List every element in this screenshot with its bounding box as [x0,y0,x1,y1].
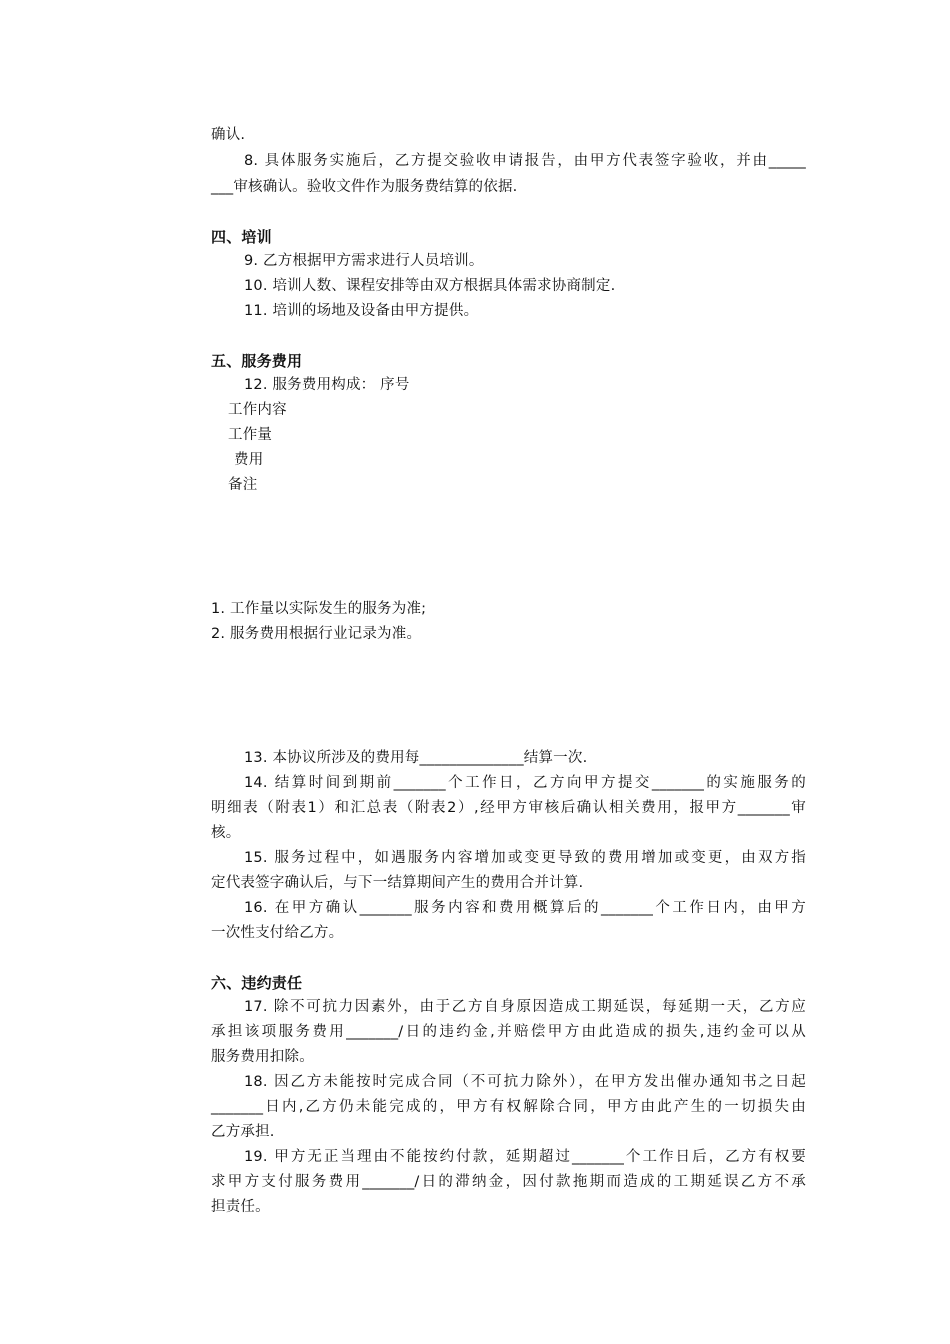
clause-8-line-1: 8. 具体服务实施后，乙方提交验收申请报告，由甲方代表签字验收，并由_____ [244,153,806,169]
clause-8-line-2: ___审核确认。验收文件作为服务费结算的依据. [211,179,518,195]
clause-14-line-3: 核。 [211,825,241,841]
clause-14-line-2: 明细表（附表1）和汇总表（附表2）,经甲方审核后确认相关费用，报甲方_______审 [211,800,806,816]
table-header-remark: 备注 [228,477,258,493]
section-heading-training: 四、培训 [211,228,272,246]
fee-note-1: 1. 工作量以实际发生的服务为准; [211,601,427,617]
table-header-cost: 费用 [234,452,264,468]
clause-19-line-2: 求甲方支付服务费用_______/日的滞纳金，因付款拖期而造成的工期延误乙方不承 [211,1174,806,1190]
clause-15-line-2: 定代表签字确认后，与下一结算期间产生的费用合并计算. [211,875,584,891]
clause-12: 12. 服务费用构成： 序号 [244,377,410,393]
clause-9: 9. 乙方根据甲方需求进行人员培训。 [244,253,484,269]
section-heading-fees: 五、服务费用 [211,352,303,370]
clause-16-line-2: 一次性支付给乙方。 [211,925,344,941]
clause-11: 11. 培训的场地及设备由甲方提供。 [244,303,479,319]
clause-18-line-3: 乙方承担. [211,1124,275,1140]
fee-note-2: 2. 服务费用根据行业记录为准。 [211,626,422,642]
clause-15-line-1: 15. 服务过程中，如遇服务内容增加或变更导致的费用增加或变更，由双方指 [244,850,806,866]
table-header-work-content: 工作内容 [228,402,287,418]
clause-19-line-3: 担责任。 [211,1199,270,1215]
clause-17-line-1: 17. 除不可抗力因素外，由于乙方自身原因造成工期延误，每延期一天，乙方应 [244,999,806,1015]
clause-16-line-1: 16. 在甲方确认_______服务内容和费用概算后的_______个工作日内，由甲方 [244,900,806,916]
table-header-workload: 工作量 [228,427,273,443]
text-line: 确认. [211,127,246,143]
clause-19-line-1: 19. 甲方无正当理由不能按约付款，延期超过_______个工作日后，乙方有权要 [244,1149,806,1165]
clause-10: 10. 培训人数、课程安排等由双方根据具体需求协商制定. [244,278,616,294]
clause-18-line-2: _______日内,乙方仍未能完成的，甲方有权解除合同，甲方由此产生的一切损失由 [211,1099,806,1115]
clause-14-line-1: 14. 结算时间到期前_______个工作日，乙方向甲方提交_______的实施服务的 [244,775,806,791]
clause-18-line-1: 18. 因乙方未能按时完成合同（不可抗力除外），在甲方发出催办通知书之日起 [244,1074,806,1090]
clause-17-line-2: 承担该项服务费用_______/日的违约金,并赔偿甲方由此造成的损失,违约金可以从 [211,1024,806,1040]
clause-13: 13. 本协议所涉及的费用每______________结算一次. [244,750,588,766]
clause-17-line-3: 服务费用扣除。 [211,1049,314,1065]
section-heading-liability: 六、违约责任 [211,974,303,992]
